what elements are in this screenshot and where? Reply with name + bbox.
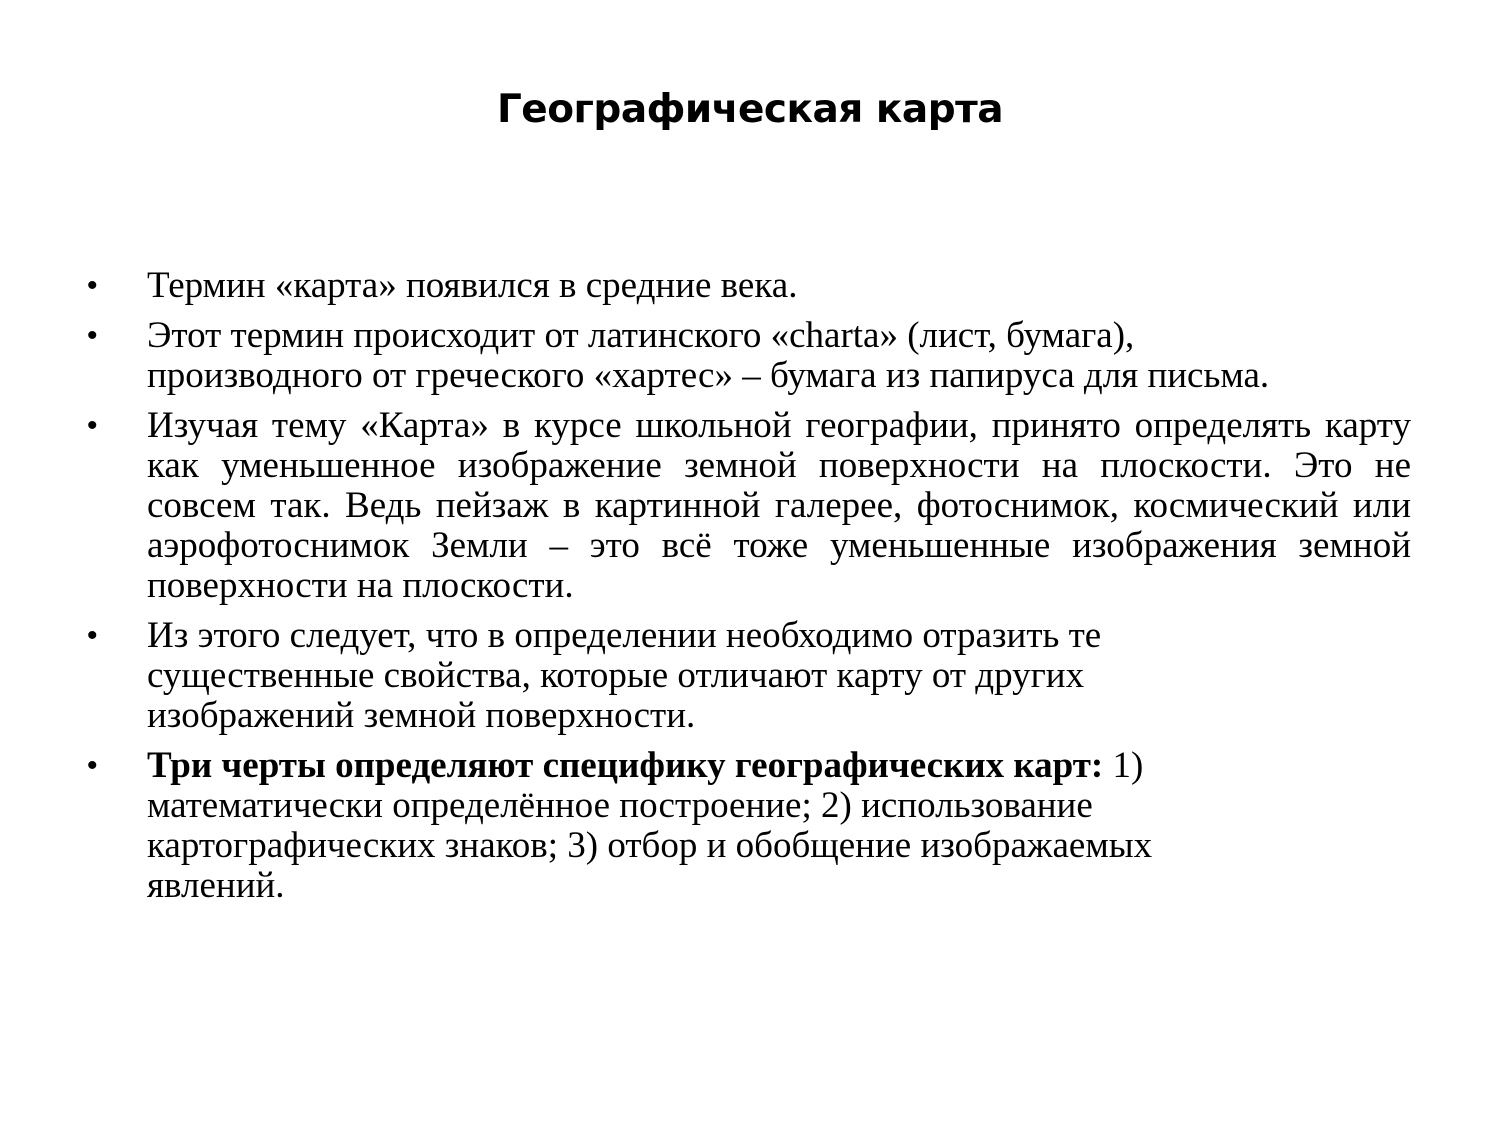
- bullet-text: Термин «карта» появился в средние века.: [147, 265, 798, 306]
- bullet-marker: •: [87, 619, 98, 652]
- bullet-marker: •: [87, 319, 98, 352]
- bullet-text: Из этого следует, что в определении необходимо отразить те существенные свойства, которые отличают карту от других изображений земной поверхности.: [147, 615, 1102, 736]
- bullet-item-2: [87, 316, 1411, 396]
- bullet-marker: •: [87, 409, 98, 442]
- bullet-list: [87, 266, 1411, 916]
- bullet-text: Изучая тему «Карта» в курсе школьной географии, принято определять карту как уменьшенное изображение земной поверхности на плоскости. Это не совсем так. Ведь пейзаж в картинной галерее, фотоснимок, космический или аэрофотоснимок Земли – это всё тоже уменьшенные изображения земной поверхности на плоскости.: [147, 405, 1411, 606]
- bullet-item-5: [87, 746, 1411, 906]
- bullet-text: 1) математически определённое построение; 2) использование картографических знаков; 3) отбор и обобщение изображаемых явлений.: [147, 745, 1153, 906]
- bullet-item-4: [87, 616, 1411, 736]
- bullet-item-3: [87, 406, 1411, 606]
- bullet-text: Этот термин происходит от латинского «charta» (лист, бумага), производного от греческого «хартес» – бумага из папируса для письма.: [147, 315, 1270, 396]
- slide-title: Географическая карта: [496, 87, 1004, 132]
- bullet-bold-lead: Три черты определяют специфику географических карт:: [147, 745, 1104, 786]
- bullet-marker: •: [87, 269, 98, 302]
- bullet-item-1: [87, 266, 1411, 306]
- bullet-marker: •: [87, 749, 98, 782]
